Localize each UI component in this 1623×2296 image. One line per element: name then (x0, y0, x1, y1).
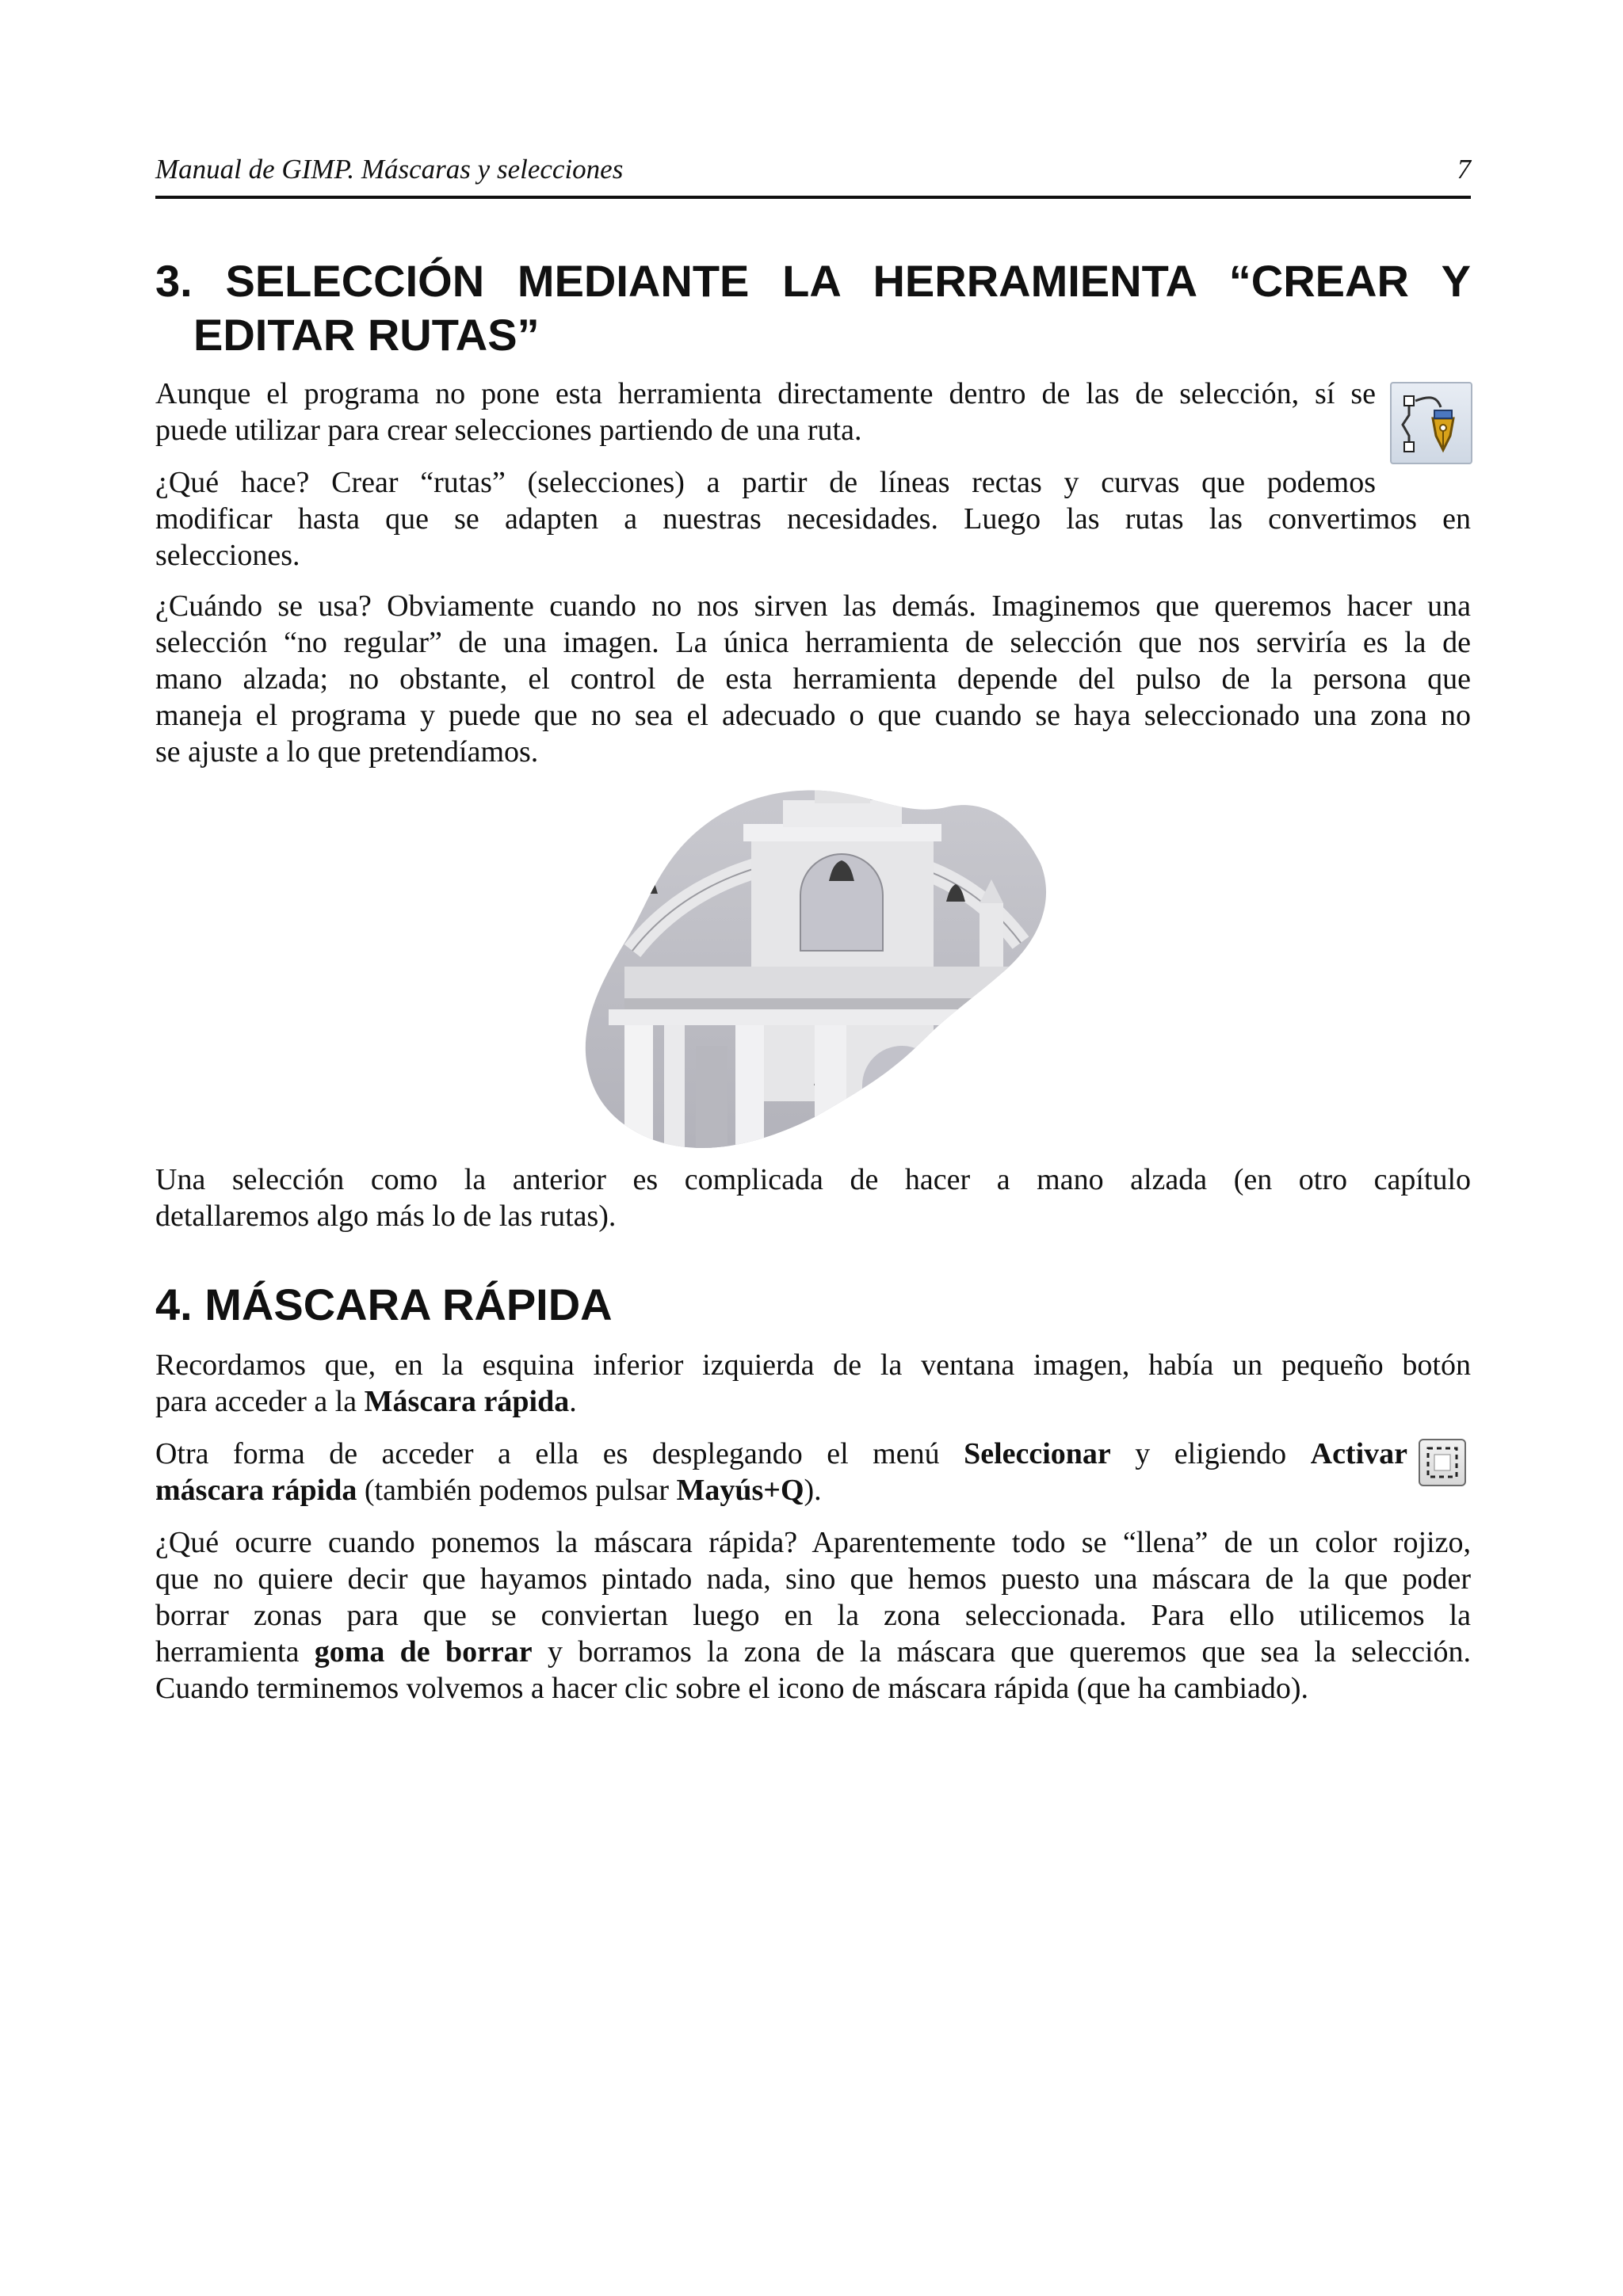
text-line: detallaremos algo más lo de las rutas). (155, 1199, 617, 1233)
section-3-paragraph-2 (155, 464, 1471, 574)
text-line: modificar hasta que se adapten a nuestras necesidades. Luego las rutas las convertimos en (155, 502, 1471, 536)
text-line: Aunque el programa no pone esta herramienta directamente dentro de las de selección, sí se (155, 377, 1376, 410)
bold-term-shortcut: Mayús+Q (676, 1474, 804, 1507)
text-line (155, 1383, 1471, 1420)
text-run: para acceder a la (155, 1385, 365, 1418)
text-run: y borramos la zona de la máscara que queremos que sea la selección. (532, 1635, 1472, 1669)
section-3-paragraph-3 (155, 588, 1471, 770)
bold-term-goma-de-borrar: goma de borrar (314, 1635, 533, 1669)
text-line: borrar zonas para que se conviertan luego en la zona seleccionada. Para ello utilicemos la (155, 1599, 1471, 1632)
section-3-paragraph-1 (155, 376, 1376, 448)
text-line: ¿Qué hace? Crear “rutas” (selecciones) a partir de líneas rectas y curvas que podemos (155, 466, 1376, 499)
text-line: selección “no regular” de una imagen. La única herramienta de selección que nos serviría es la de (155, 626, 1471, 659)
text-line: puede utilizar para crear selecciones partiendo de una ruta. (155, 414, 862, 447)
text-line (155, 1634, 1471, 1670)
header-rule (155, 196, 1471, 199)
text-line: mano alzada; no obstante, el control de esta herramienta depende del pulso de la persona que (155, 662, 1471, 696)
text-run: y eligiendo (1110, 1437, 1311, 1470)
text-line: Recordamos que, en la esquina inferior izquierda de la ventana imagen, había un pequeño botón (155, 1348, 1471, 1382)
section-3-heading-line-1: 3. SELECCIÓN MEDIANTE LA HERRAMIENTA “CREAR Y (155, 256, 1471, 306)
bold-term-quick-mask: Máscara rápida (364, 1385, 570, 1418)
text-line (155, 1436, 1407, 1472)
text-run: herramienta (155, 1635, 315, 1669)
page-number: 7 (1457, 154, 1471, 185)
text-line: maneja el programa y puede que no sea el adecuado o que cuando se haya seleccionado una zona no (155, 699, 1471, 732)
text-run: . (569, 1385, 577, 1418)
text-line: ¿Qué ocurre cuando ponemos la máscara rápida? Aparentemente todo se “llena” de un color rojizo, (155, 1526, 1471, 1559)
section-4-paragraph-3 (155, 1524, 1471, 1707)
text-line: que no quiere decir que hayamos pintado nada, sino que hemos puesto una máscara de la que poder (155, 1562, 1471, 1596)
text-run: Otra forma de acceder a ella es desplegando el menú (155, 1437, 964, 1470)
bell-tower-selection-image (577, 784, 1052, 1157)
text-line: Una selección como la anterior es complicada de hacer a mano alzada (en otro capítulo (155, 1163, 1471, 1196)
section-4-heading: 4. MÁSCARA RÁPIDA (155, 1280, 613, 1329)
text-line: ¿Cuándo se usa? Obviamente cuando no nos sirven las demás. Imaginemos que queremos hacer una (155, 589, 1471, 623)
section-3-paragraph-4 (155, 1161, 1471, 1234)
paths-tool-icon (1390, 382, 1472, 464)
text-line (155, 1472, 1471, 1508)
text-run: ). (804, 1474, 822, 1507)
bold-term-mascara-rapida: máscara rápida (155, 1474, 357, 1507)
section-4-paragraph-1 (155, 1347, 1471, 1420)
bold-term-seleccionar: Seleccionar (964, 1437, 1111, 1470)
text-line: se ajuste a lo que pretendíamos. (155, 735, 539, 769)
section-3-heading-line-2: EDITAR RUTAS” (193, 310, 540, 360)
running-head-title: Manual de GIMP. Máscaras y selecciones (155, 154, 624, 185)
text-line: Cuando terminemos volvemos a hacer clic sobre el icono de máscara rápida (que ha cambiado). (155, 1672, 1309, 1705)
section-4-paragraph-2 (155, 1436, 1471, 1508)
text-run: (también podemos pulsar (357, 1474, 677, 1507)
text-line: selecciones. (155, 539, 300, 572)
bold-term-activar: Activar (1310, 1437, 1408, 1470)
